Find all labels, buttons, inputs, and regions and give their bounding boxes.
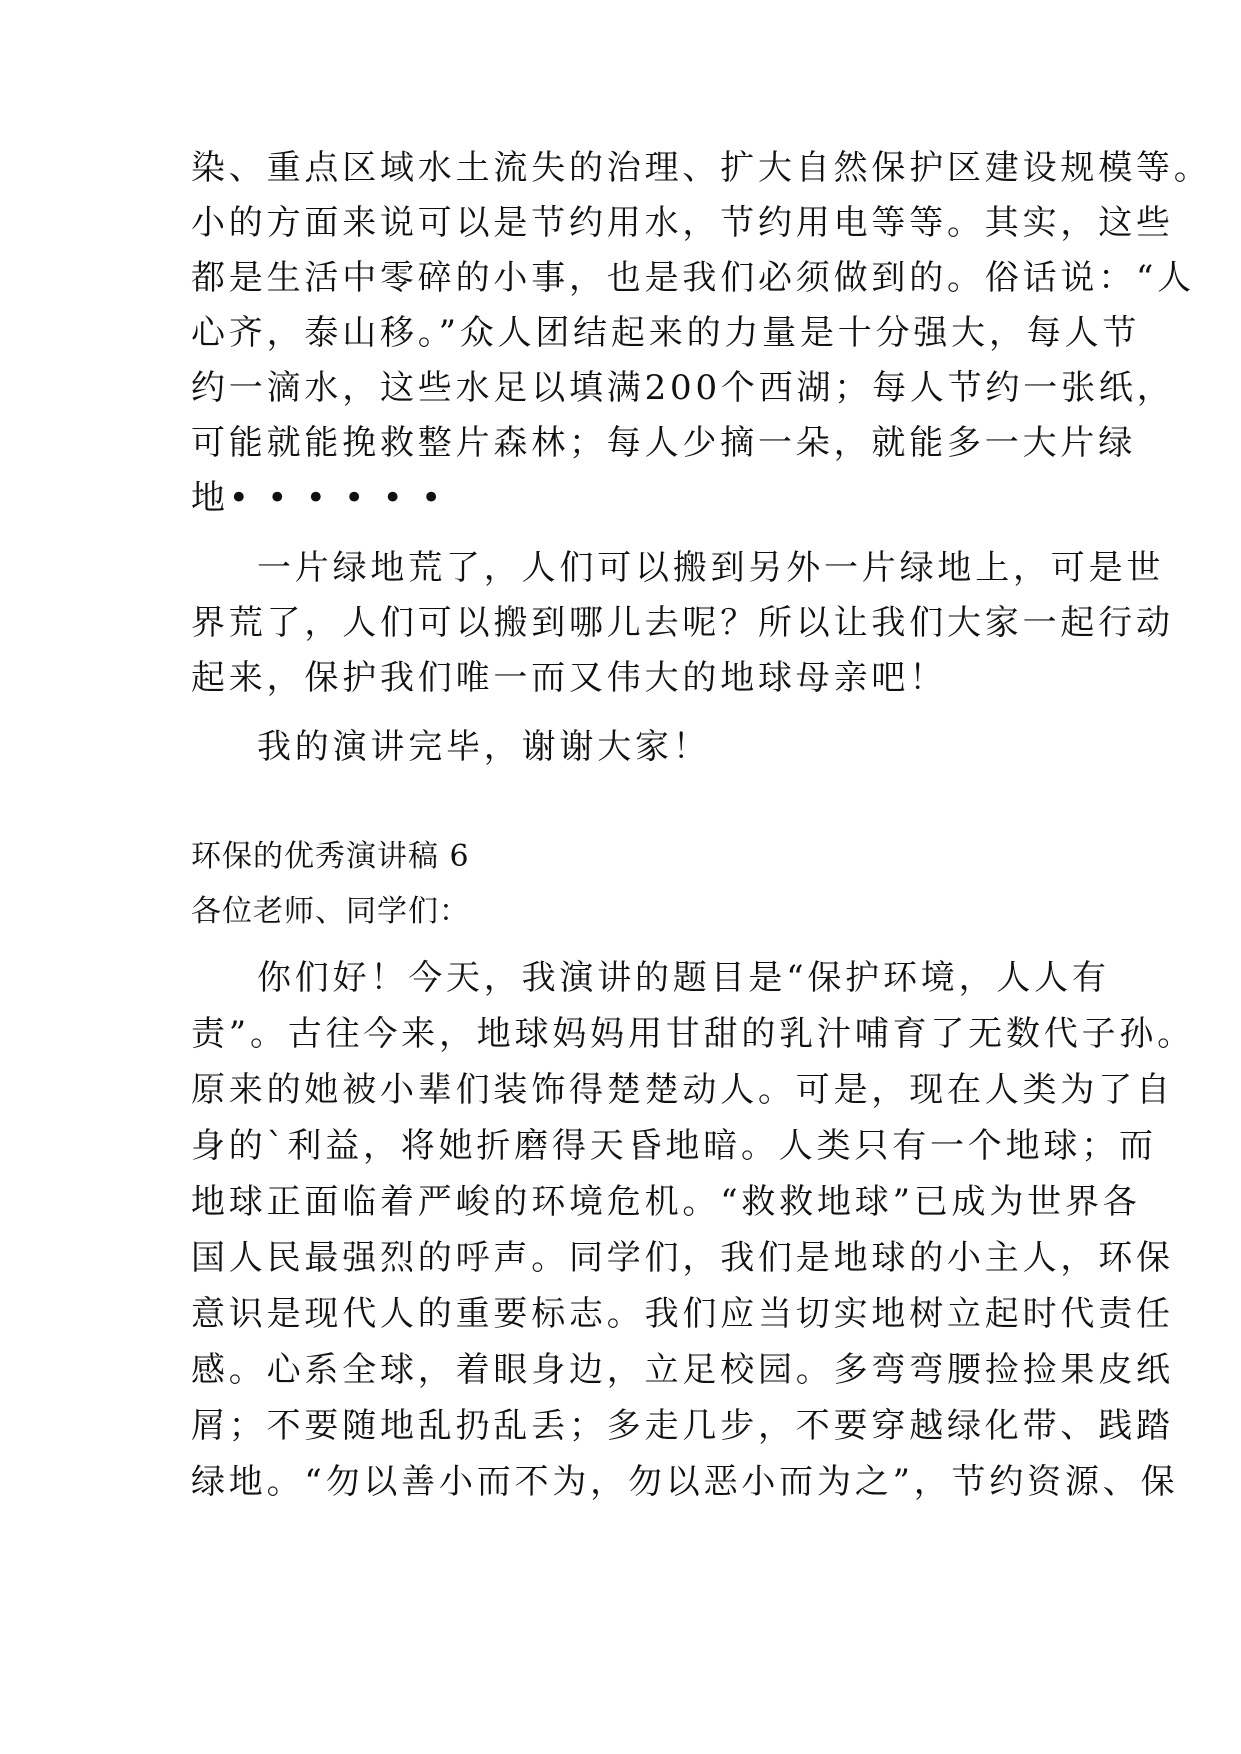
paragraph-line: 可能就能挽救整片森林；每人少摘一朵，就能多一大片绿 — [191, 423, 1136, 463]
paragraph-line: 都是生活中零碎的小事，也是我们必须做到的。俗话说：“人 — [191, 258, 1195, 298]
paragraph-line: 身的`利益，将她折磨得天昏地暗。人类只有一个地球；而 — [191, 1126, 1157, 1166]
salutation: 各位老师、同学们： — [191, 894, 470, 929]
paragraph-line: 绿地。“勿以善小而不为，勿以恶小而为之”，节约资源、保 — [191, 1462, 1179, 1502]
paragraph-line: 感。心系全球，着眼身边，立足校园。多弯弯腰捡捡果皮纸 — [191, 1350, 1174, 1390]
paragraph-line: 屑；不要随地乱扔乱丢；多走几步，不要穿越绿化带、践踏 — [191, 1406, 1174, 1446]
paragraph-line: 一片绿地荒了，人们可以搬到另外一片绿地上，可是世 — [257, 548, 1165, 588]
paragraph-line: 地球正面临着严峻的环境危机。“救救地球”已成为世界各 — [191, 1182, 1141, 1222]
section-heading: 环保的优秀演讲稿 6 — [191, 839, 470, 874]
paragraph-line: 起来，保护我们唯一而又伟大的地球母亲吧！ — [191, 658, 947, 698]
closing-line: 我的演讲完毕，谢谢大家！ — [257, 727, 711, 767]
paragraph-line: 染、重点区域水土流失的治理、扩大自然保护区建设规模等。 — [191, 148, 1212, 188]
paragraph-line: 你们好！今天，我演讲的题目是“保护环境，人人有 — [257, 958, 1110, 998]
paragraph-line: 小的方面来说可以是节约用水，节约用电等等。其实，这些 — [191, 203, 1174, 243]
paragraph-line: 原来的她被小辈们装饰得楚楚动人。可是，现在人类为了自 — [191, 1070, 1174, 1110]
paragraph-line: 心齐，泰山移。”众人团结起来的力量是十分强大，每人节 — [191, 313, 1141, 353]
paragraph-line: 约一滴水，这些水足以填满200个西湖；每人节约一张纸， — [191, 368, 1175, 408]
paragraph-line: 国人民最强烈的呼声。同学们，我们是地球的小主人，环保 — [191, 1238, 1174, 1278]
paragraph-line: 意识是现代人的重要标志。我们应当切实地树立起时代责任 — [191, 1294, 1174, 1334]
paragraph-line: 界荒了，人们可以搬到哪儿去呢？所以让我们大家一起行动 — [191, 603, 1174, 643]
paragraph-line: 责”。古往今来，地球妈妈用甘甜的乳汁哺育了无数代子孙。 — [191, 1014, 1195, 1054]
paragraph-line: 地• • • • • • — [191, 478, 445, 518]
